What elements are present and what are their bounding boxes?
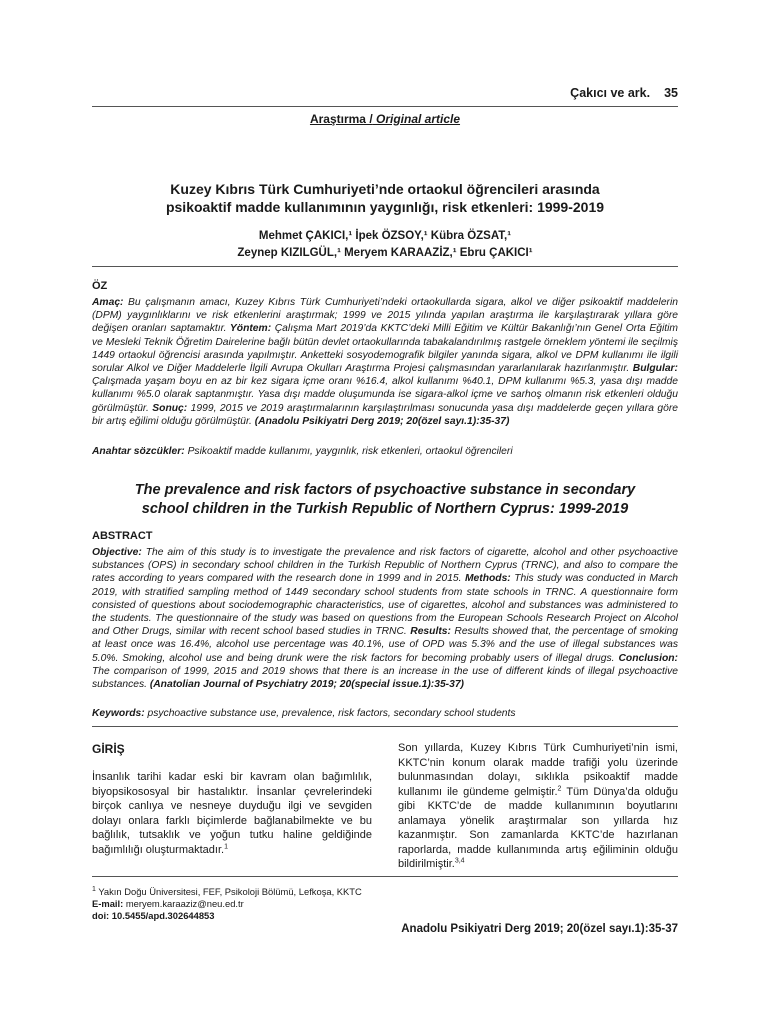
affiliation-text: Yakın Doğu Üniversitesi, FEF, Psikoloji Bölümü, Lefkoşa, KKTC [95, 886, 362, 897]
abstract-objective-label: Objective: [92, 547, 142, 558]
affiliation-footnote [92, 886, 362, 897]
body-left-text: İnsanlık tarihi kadar eski bir kavram olan bağımlılık, biyopsikososyal bir hastalıktır. İnsanlar çevrelerindeki birçok canlıya ve nesneye duyduğu ilgi ve sevgiden dolayı onlara farklı biçimlerde bağlanabilmekte ve bu bağlılık, tutsaklık ve yoğun tutku haline geldiğinde bağımlılığı oluşturmaktadır. [92, 771, 372, 856]
abstract-results-label: Results: [406, 626, 451, 638]
email-address: meryem.karaaziz@neu.ed.tr [123, 898, 244, 909]
abstract-results-text: Results showed that, the percentage of smoking at least once was 16.4%, alcohol use percentage was 40.1%, use of OPD was 5.3% and the use of illegal substances was 5.0%. Smoking, alcohol use and being drunk were the risk factors for becoming probably users of illegal drugs. [92, 626, 678, 664]
journal-footer: Anadolu Psikiyatri Derg 2019; 20(özel sayı.1):35-37 [401, 923, 678, 935]
body-right-ref-2: 3,4 [454, 857, 465, 865]
abstract-heading: ABSTRACT [92, 530, 153, 542]
body-left-ref: 1 [224, 842, 228, 850]
body-right-text: Son yıllarda, Kuzey Kıbrıs Türk Cumhuriyeti’nin ismi, KKTC’nin konum olarak madde trafiği yolu üzerinde bulunmasından dolayı, sıklıkla psikoaktif madde kullanımı ile gündeme gelmiştir. [398, 742, 678, 798]
body-right-ref-1: 2 [557, 784, 562, 792]
abstract-conclusion-text: The comparison of 1999, 2015 and 2019 shows that there is an increase in the use of different kinds of illegal psychoactive substances. [92, 665, 678, 691]
abstract-paragraph [92, 546, 678, 691]
oz-keywords-label: Anahtar sözcükler: [92, 446, 185, 457]
english-title-line-1: The prevalence and risk factors of psychoactive substance in secondary [134, 482, 636, 498]
abstract-keywords-label: Keywords: [92, 708, 145, 719]
author-list [92, 228, 678, 262]
abstract-rule [92, 726, 678, 727]
oz-keywords-text: Psikoaktif madde kullanımı, yaygınlık, risk etkenleri, ortaokul öğrencileri [184, 446, 513, 457]
author-line-2: Zeynep KIZILGÜL,¹ Meryem KARAAZİZ,¹ Ebru ÇAKICI¹ [237, 247, 533, 259]
abstract-methods-label: Methods: [461, 573, 511, 585]
running-head [570, 86, 678, 100]
abstract-conclusion-label: Conclusion: [614, 652, 678, 664]
abstract-keywords-text: psychoactive substance use, prevalence, risk factors, secondary school students [144, 708, 516, 719]
turkish-title [92, 180, 678, 216]
english-title [92, 481, 678, 519]
author-line-1: Mehmet ÇAKICI,¹ İpek ÖZSOY,¹ Kübra ÖZSAT,¹ [258, 230, 512, 242]
doi-footnote: doi: 10.5455/apd.302644853 [92, 910, 215, 921]
section-heading-giris: GİRİŞ [92, 742, 125, 756]
turkish-title-line-1: Kuzey Kıbrıs Türk Cumhuriyeti’nde ortaokul öğrencileri arasında [170, 181, 600, 197]
article-type-tr: Araştırma / [309, 112, 373, 126]
page-number: 35 [664, 86, 678, 100]
oz-keywords [92, 445, 678, 458]
abstract-keywords [92, 707, 678, 720]
oz-paragraph [92, 296, 678, 428]
oz-bulgular-text: Çalışmada yaşam boyu en az bir kez sigara içme oranı %16.4, alkol kullanımı %40.1, DPM kullanımı %5.3, yasa dışı madde kullanımı %5.0 olarak saptanmıştır. Yasa dışı madde oluşumunda ise sigara-alkol içme ve sarhoş olmanın risk etkenleri olduğu görülmüştür. [92, 376, 678, 414]
english-title-line-2: school children in the Turkish Republic of Northern Cyprus: 1999-2019 [141, 501, 629, 517]
oz-yontem-text: Çalışma Mart 2019’da KKTC’deki Milli Eğitim ve Kültür Bakanlığı’nın Genel Orta Eğitim ve Mesleki Teknik Öğretim Dairelerine bağlı bütün devlet ortaokullarında tabakalandırılmış rastgele örneklem yöntemi ile seçilmiş 1449 ortaokul öğrencisi arasında yapılmıştır. Anketteki sosyodemografik bilgiler yanında sigara, alkol ve DPM kullanımı ile ilgili sorular Alkol ve Diğer Maddelerle İlgili Avrupa Okulları Araştırma Projesi çalışmasından yararlanılarak hazırlanmıştır. [92, 323, 678, 375]
email-label: E-mail: [92, 898, 124, 909]
affiliation-mark: 1 [92, 885, 96, 893]
footnote-rule [92, 876, 678, 877]
email-footnote [92, 898, 244, 909]
abstract-methods-text: This study was conducted in March 2019, with stratified sampling method of 1449 secondary school students from state schools in TRNC. A questionnaire form consisted of questions about sociodemographic characteristics, use of cigarettes, alcohol and substances was administered to the students. The questionnaire of the study was based on questions from the European Schools Research Project on Alcohol and Other Drugs, similar with recent school based studies in TRNC. [92, 573, 678, 638]
article-type [0, 112, 770, 126]
article-type-en: Original article [376, 112, 461, 126]
oz-amac-text: Bu çalışmanın amacı, Kuzey Kıbrıs Türk Cumhuriyeti’ndeki ortaokullarda sigara, alkol ve diğer psikoaktif maddelerin (DPM) yaygınlıklarını ve risk etkenlerini araştırmak; 1999 ve 2015 yılında yapılan araştırma ile karşılaştırarak yıllara göre değişen oranları saptamaktır. [92, 297, 678, 335]
body-right-text-2: Tüm Dünya’da olduğu gibi KKTC’de de madde kullanımının boyutlarını anlamaya yönelik araştırmalar son yıllarda hız kazanmıştır. Son zamanlarda KKTC’de hazırlanan raporlarda, madde kullanımında artış eğiliminin olduğu bildirilmiştir. [398, 785, 678, 870]
oz-sonuc-text: 1999, 2015 ve 2019 araştırmalarının karşılaştırılması sonucunda yasa dışı maddelerde geçen yıllara göre bir artış eğilimi olduğu görülmüştür. [92, 402, 678, 427]
oz-citation: (Anadolu Psikiyatri Derg 2019; 20(özel sayı.1):35-37) [251, 415, 510, 427]
body-left-column [92, 770, 372, 857]
turkish-title-line-2: psikoaktif madde kullanımının yaygınlığı, risk etkenleri: 1999-2019 [165, 199, 605, 215]
authors-rule [92, 266, 678, 267]
abstract-objective-text: The aim of this study is to investigate the prevalence and risk factors of cigarette, alcohol and other psychoactive substances (OPS) in secondary school children in the Turkish Republic of Northern Cyprus (TRNC), and also to compare the rates according to years compared with the research done in 1999 and in 2015. [92, 547, 678, 585]
oz-yontem-label: Yöntem: [226, 323, 272, 335]
oz-heading: ÖZ [92, 280, 108, 292]
abstract-citation: (Anatolian Journal of Psychiatry 2019; 20(special issue.1):35-37) [146, 679, 464, 691]
header-rule [92, 106, 678, 107]
body-right-column [398, 741, 678, 872]
oz-bulgular-label: Bulgular: [629, 363, 678, 375]
oz-amac-label: Amaç: [92, 297, 124, 308]
oz-sonuc-label: Sonuç: [148, 402, 188, 414]
running-head-authors: Çakıcı ve ark. [570, 86, 651, 100]
